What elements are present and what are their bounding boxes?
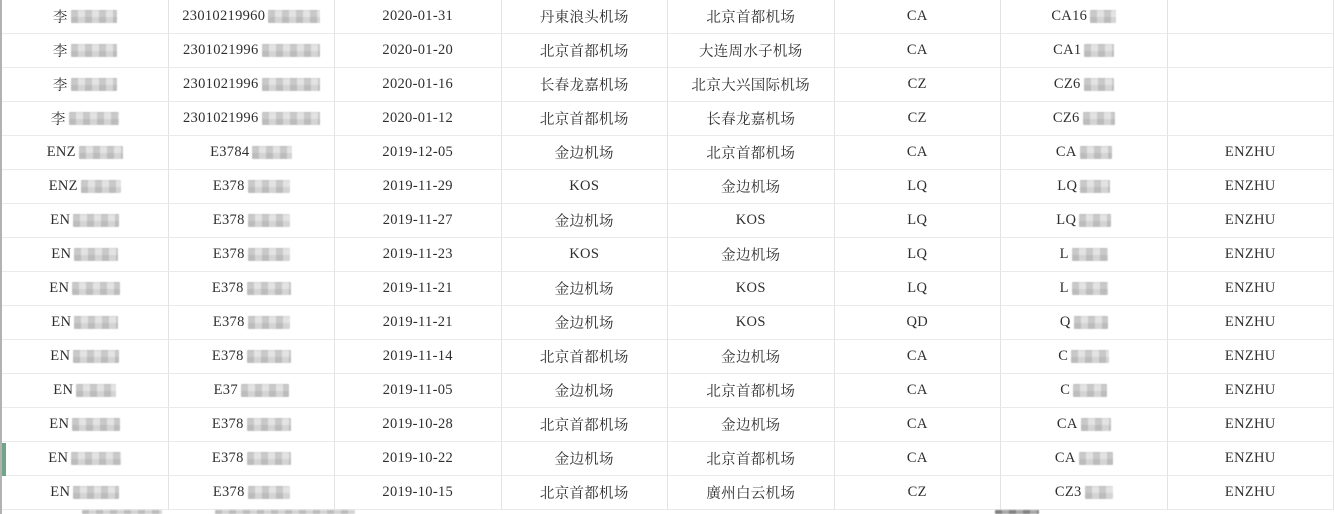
cell-text: KOS	[735, 314, 766, 330]
cell-arrival-airport[interactable]	[668, 102, 835, 136]
redaction-blur	[1084, 78, 1114, 91]
cell-flight-number[interactable]	[1001, 68, 1168, 102]
cell-text: EN	[51, 314, 72, 330]
cell-text: 2020-01-20	[382, 42, 454, 58]
cell-flight-number[interactable]	[1001, 306, 1168, 340]
cell-id-number[interactable]	[169, 272, 336, 306]
cell-text: 北京首都机场	[706, 384, 796, 400]
cell-date[interactable]	[335, 34, 502, 68]
redaction-blur	[1085, 486, 1113, 499]
redaction-blur	[268, 10, 320, 23]
cell-text: E378	[211, 416, 244, 432]
redaction-blur	[247, 452, 291, 465]
redaction-blur	[1090, 10, 1116, 23]
cell-text: 2019-10-28	[382, 416, 454, 432]
redaction-blur	[1080, 146, 1112, 159]
cell-text: E37	[213, 382, 238, 398]
cell-text: E378	[211, 280, 244, 296]
cell-text: C	[1058, 348, 1069, 364]
cell-text: 北京首都机场	[706, 146, 796, 162]
cell-name[interactable]	[2, 170, 169, 204]
redaction-blur	[1074, 316, 1108, 329]
cell-text: ENZ	[46, 144, 76, 160]
cell-text: 23010219960	[182, 8, 266, 24]
cell-text: 2020-01-12	[382, 110, 454, 126]
redaction-blur	[74, 316, 118, 329]
cell-text: ENZHU	[1224, 212, 1276, 228]
cell-text: 廣州白云机场	[706, 486, 796, 502]
redaction-blur	[1079, 452, 1113, 465]
cell-id-number[interactable]	[169, 306, 336, 340]
cell-airline-code[interactable]	[835, 102, 1002, 136]
cell-text: CA	[1056, 416, 1078, 432]
redaction-blur	[262, 112, 320, 125]
cell-arrival-airport[interactable]	[668, 442, 835, 476]
redaction-blur	[247, 350, 291, 363]
cell-english-name[interactable]	[1168, 374, 1334, 408]
cell-text: ENZHU	[1224, 348, 1276, 364]
cell-departure-airport[interactable]	[502, 408, 669, 442]
cell-text: 李	[50, 112, 66, 128]
cell-name[interactable]	[2, 306, 169, 340]
cell-departure-airport[interactable]	[502, 68, 669, 102]
cell-text: ENZHU	[1224, 246, 1276, 262]
cell-flight-number[interactable]	[1001, 374, 1168, 408]
cell-id-number[interactable]	[169, 170, 336, 204]
cell-name[interactable]	[2, 204, 169, 238]
cell-text: CA	[906, 450, 928, 466]
cell-airline-code[interactable]	[835, 272, 1002, 306]
redaction-blur	[74, 248, 118, 261]
cell-date[interactable]	[335, 374, 502, 408]
cell-text: L	[1059, 280, 1069, 296]
cell-departure-airport[interactable]	[502, 272, 669, 306]
cell-id-number[interactable]	[169, 0, 336, 34]
cell-text: 2019-11-29	[382, 178, 453, 194]
cell-date[interactable]	[335, 476, 502, 510]
cell-date[interactable]	[335, 442, 502, 476]
cell-text: EN	[51, 246, 72, 262]
cell-text: CA	[906, 8, 928, 24]
cell-text: 金边机场	[721, 180, 781, 196]
cell-date[interactable]	[335, 170, 502, 204]
cell-text: 北京首都机场	[706, 10, 796, 26]
cell-date[interactable]	[335, 136, 502, 170]
cell-name[interactable]	[2, 136, 169, 170]
cell-text: ENZ	[48, 178, 78, 194]
cell-flight-number[interactable]	[1001, 102, 1168, 136]
cell-departure-airport[interactable]	[502, 476, 669, 510]
cell-text: CA1	[1053, 42, 1082, 58]
cell-text: LQ	[907, 212, 928, 228]
cell-text: 长春龙嘉机场	[539, 78, 629, 94]
cell-english-name[interactable]	[1168, 408, 1334, 442]
cell-text: 李	[52, 10, 68, 26]
cell-departure-airport[interactable]	[502, 170, 669, 204]
cell-airline-code[interactable]	[835, 442, 1002, 476]
cell-airline-code[interactable]	[835, 170, 1002, 204]
cell-text: L	[1059, 246, 1069, 262]
cell-text: CA	[906, 416, 928, 432]
cell-airline-code[interactable]	[835, 306, 1002, 340]
cell-arrival-airport[interactable]	[668, 68, 835, 102]
cell-id-number[interactable]	[169, 476, 336, 510]
redaction-blur	[79, 146, 123, 159]
cell-text: 2019-11-23	[382, 246, 453, 262]
cell-text: E378	[212, 246, 245, 262]
cell-text: KOS	[735, 212, 766, 228]
cell-departure-airport[interactable]	[502, 136, 669, 170]
flight-table	[2, 0, 1334, 510]
cell-flight-number[interactable]	[1001, 340, 1168, 374]
cell-text: 2020-01-16	[382, 76, 454, 92]
cell-english-name[interactable]	[1168, 306, 1334, 340]
cell-name[interactable]	[2, 238, 169, 272]
cell-departure-airport[interactable]	[502, 34, 669, 68]
redaction-blur	[1072, 282, 1108, 295]
redaction-blur	[82, 510, 162, 514]
cell-airline-code[interactable]	[835, 374, 1002, 408]
cell-text: QD	[906, 314, 929, 330]
cell-date[interactable]	[335, 340, 502, 374]
cell-arrival-airport[interactable]	[668, 408, 835, 442]
cell-id-number[interactable]	[169, 34, 336, 68]
cell-name[interactable]	[2, 34, 169, 68]
cell-name[interactable]	[2, 340, 169, 374]
redaction-blur	[248, 486, 290, 499]
cell-arrival-airport[interactable]	[668, 272, 835, 306]
cell-text: 金边机场	[721, 248, 781, 264]
cell-text: 2020-01-31	[382, 8, 454, 24]
cell-text: EN	[49, 280, 70, 296]
cell-english-name[interactable]	[1168, 476, 1334, 510]
cell-arrival-airport[interactable]	[668, 374, 835, 408]
cell-arrival-airport[interactable]	[668, 0, 835, 34]
cell-arrival-airport[interactable]	[668, 340, 835, 374]
cell-departure-airport[interactable]	[502, 102, 669, 136]
cell-text: 北京首都机场	[539, 112, 629, 128]
cell-text: 2019-11-21	[382, 280, 453, 296]
cell-text: EN	[53, 382, 74, 398]
cell-airline-code[interactable]	[835, 476, 1002, 510]
redaction-blur	[247, 282, 291, 295]
cell-english-name[interactable]	[1168, 34, 1334, 68]
cell-departure-airport[interactable]	[502, 306, 669, 340]
cell-name[interactable]	[2, 408, 169, 442]
cell-airline-code[interactable]	[835, 408, 1002, 442]
cell-text: LQ	[907, 280, 928, 296]
cell-id-number[interactable]	[169, 442, 336, 476]
selected-row-marker	[2, 443, 6, 476]
cell-text: E378	[211, 348, 244, 364]
cell-id-number[interactable]	[169, 136, 336, 170]
cell-name[interactable]	[2, 102, 169, 136]
cell-text: 2019-10-22	[382, 450, 454, 466]
cell-date[interactable]	[335, 102, 502, 136]
cell-text: 北京首都机场	[706, 452, 796, 468]
redaction-blur	[71, 452, 121, 465]
cell-text: CA	[1055, 144, 1077, 160]
cell-text: 2019-10-15	[382, 484, 454, 500]
cell-date[interactable]	[335, 238, 502, 272]
cell-name[interactable]	[2, 374, 169, 408]
redaction-blur	[995, 510, 1039, 514]
cell-airline-code[interactable]	[835, 238, 1002, 272]
cell-text: 北京大兴国际机场	[691, 78, 810, 94]
cell-departure-airport[interactable]	[502, 238, 669, 272]
cell-text: 金边机场	[721, 350, 781, 366]
cell-text: CZ6	[1052, 110, 1080, 126]
cell-text: Q	[1059, 314, 1071, 330]
redaction-blur	[81, 180, 121, 193]
redaction-blur	[248, 316, 290, 329]
cell-text: 金边机场	[554, 146, 614, 162]
cell-departure-airport[interactable]	[502, 0, 669, 34]
cell-text: 金边机场	[554, 384, 614, 400]
cell-english-name[interactable]	[1168, 170, 1334, 204]
redaction-blur	[1072, 248, 1108, 261]
cell-english-name[interactable]	[1168, 102, 1334, 136]
cell-departure-airport[interactable]	[502, 204, 669, 238]
cell-text: 北京首都机场	[539, 418, 629, 434]
cell-text: 2019-12-05	[382, 144, 454, 160]
cell-arrival-airport[interactable]	[668, 306, 835, 340]
cell-text: CA	[906, 42, 928, 58]
cell-arrival-airport[interactable]	[668, 34, 835, 68]
cell-text: 丹東浪头机场	[539, 10, 629, 26]
cell-arrival-airport[interactable]	[668, 170, 835, 204]
cell-text: E378	[212, 178, 245, 194]
cell-english-name[interactable]	[1168, 136, 1334, 170]
cell-text: 大连周水子机场	[698, 44, 803, 60]
redaction-blur	[1071, 350, 1109, 363]
cell-english-name[interactable]	[1168, 204, 1334, 238]
cell-text: CZ	[907, 76, 927, 92]
cell-flight-number[interactable]	[1001, 34, 1168, 68]
cell-text: ENZHU	[1224, 484, 1276, 500]
cell-text: 北京首都机场	[539, 350, 629, 366]
cell-flight-number[interactable]	[1001, 408, 1168, 442]
cell-text: ENZHU	[1224, 144, 1276, 160]
redaction-blur	[1083, 112, 1115, 125]
cell-id-number[interactable]	[169, 408, 336, 442]
redaction-blur	[262, 44, 320, 57]
cell-text: 金边机场	[554, 282, 614, 298]
redaction-blur	[73, 350, 119, 363]
cell-text: ENZHU	[1224, 314, 1276, 330]
cell-text: 2019-11-27	[382, 212, 453, 228]
cell-text: 北京首都机场	[539, 486, 629, 502]
cell-airline-code[interactable]	[835, 136, 1002, 170]
cell-date[interactable]	[335, 0, 502, 34]
cell-text: EN	[50, 212, 71, 228]
cell-text: CA	[1054, 450, 1076, 466]
cell-id-number[interactable]	[169, 102, 336, 136]
cell-text: CA16	[1051, 8, 1088, 24]
cell-text: 金边机场	[554, 214, 614, 230]
cell-name[interactable]	[2, 68, 169, 102]
cell-text: CA	[906, 382, 928, 398]
cell-text: KOS	[569, 178, 600, 194]
cell-flight-number[interactable]	[1001, 204, 1168, 238]
redaction-blur	[248, 248, 290, 261]
cell-text: CZ	[907, 110, 927, 126]
cell-english-name[interactable]	[1168, 442, 1334, 476]
cell-english-name[interactable]	[1168, 238, 1334, 272]
cell-english-name[interactable]	[1168, 68, 1334, 102]
cell-text: KOS	[569, 246, 600, 262]
cell-text: LQ	[1057, 178, 1078, 194]
cell-id-number[interactable]	[169, 238, 336, 272]
cell-text: EN	[49, 416, 70, 432]
cell-text: 李	[52, 44, 68, 60]
cell-flight-number[interactable]	[1001, 0, 1168, 34]
cell-text: ENZHU	[1224, 416, 1276, 432]
cell-text: 2301021996	[183, 42, 259, 58]
cell-departure-airport[interactable]	[502, 374, 669, 408]
cell-arrival-airport[interactable]	[668, 238, 835, 272]
cell-date[interactable]	[335, 68, 502, 102]
cell-text: 2019-11-05	[382, 382, 453, 398]
cell-english-name[interactable]	[1168, 0, 1334, 34]
cell-date[interactable]	[335, 306, 502, 340]
redaction-blur	[241, 384, 289, 397]
redaction-blur	[71, 44, 117, 57]
cell-text: ENZHU	[1224, 178, 1276, 194]
cell-english-name[interactable]	[1168, 340, 1334, 374]
cell-text: CA	[906, 348, 928, 364]
cell-text: LQ	[907, 178, 928, 194]
cell-text: CZ3	[1054, 484, 1082, 500]
redaction-blur	[1084, 44, 1114, 57]
cell-departure-airport[interactable]	[502, 340, 669, 374]
cell-text: 金边机场	[554, 316, 614, 332]
cell-text: EN	[50, 348, 71, 364]
cell-text: 长春龙嘉机场	[706, 112, 796, 128]
redaction-blur	[248, 180, 290, 193]
cell-name[interactable]	[2, 442, 169, 476]
cell-text: 2301021996	[183, 110, 259, 126]
redaction-blur	[71, 10, 117, 23]
cell-text: EN	[48, 450, 69, 466]
cell-text: E378	[212, 212, 245, 228]
cell-id-number[interactable]	[169, 68, 336, 102]
cell-text: KOS	[735, 280, 766, 296]
redaction-blur	[262, 78, 320, 91]
cell-id-number[interactable]	[169, 340, 336, 374]
cell-text: CA	[906, 144, 928, 160]
cell-text: ENZHU	[1224, 450, 1276, 466]
redaction-blur	[73, 214, 119, 227]
redaction-blur	[72, 418, 120, 431]
cell-id-number[interactable]	[169, 204, 336, 238]
redaction-blur	[73, 486, 119, 499]
redaction-blur	[215, 510, 355, 514]
cell-departure-airport[interactable]	[502, 442, 669, 476]
cell-id-number[interactable]	[169, 374, 336, 408]
redaction-blur	[1081, 418, 1111, 431]
cell-text: C	[1060, 382, 1071, 398]
redaction-blur	[69, 112, 119, 125]
cell-text: E378	[211, 450, 244, 466]
cell-text: 金边机场	[721, 418, 781, 434]
redaction-blur	[76, 384, 116, 397]
redaction-blur	[1079, 214, 1111, 227]
redaction-blur	[247, 418, 291, 431]
cell-flight-number[interactable]	[1001, 272, 1168, 306]
redaction-blur	[71, 78, 117, 91]
redaction-blur	[1080, 180, 1110, 193]
cell-text: 2301021996	[183, 76, 259, 92]
redaction-blur	[248, 214, 290, 227]
redaction-blur	[252, 146, 292, 159]
cell-arrival-airport[interactable]	[668, 204, 835, 238]
cell-text: EN	[50, 484, 71, 500]
cell-flight-number[interactable]	[1001, 170, 1168, 204]
cell-airline-code[interactable]	[835, 0, 1002, 34]
cell-text: 2019-11-21	[382, 314, 453, 330]
cell-airline-code[interactable]	[835, 204, 1002, 238]
cell-text: LQ	[1056, 212, 1077, 228]
cell-date[interactable]	[335, 272, 502, 306]
cell-text: CZ6	[1053, 76, 1081, 92]
cell-date[interactable]	[335, 204, 502, 238]
cell-text: ENZHU	[1224, 280, 1276, 296]
cell-name[interactable]	[2, 476, 169, 510]
cell-arrival-airport[interactable]	[668, 476, 835, 510]
cell-text: 北京首都机场	[539, 44, 629, 60]
cell-english-name[interactable]	[1168, 272, 1334, 306]
cell-text: E378	[212, 314, 245, 330]
cell-arrival-airport[interactable]	[668, 136, 835, 170]
cell-text: E378	[212, 484, 245, 500]
cell-name[interactable]	[2, 0, 169, 34]
cell-flight-number[interactable]	[1001, 238, 1168, 272]
cell-text: 李	[52, 78, 68, 94]
cell-text: 金边机场	[554, 452, 614, 468]
redaction-blur	[1073, 384, 1107, 397]
redaction-blur	[72, 282, 120, 295]
cell-text: E3784	[210, 144, 250, 160]
cell-airline-code[interactable]	[835, 34, 1002, 68]
cell-flight-number[interactable]	[1001, 136, 1168, 170]
cell-text: CZ	[907, 484, 927, 500]
cell-flight-number[interactable]	[1001, 442, 1168, 476]
cell-airline-code[interactable]	[835, 340, 1002, 374]
cell-text: 2019-11-14	[382, 348, 453, 364]
cell-flight-number[interactable]	[1001, 476, 1168, 510]
cell-text: LQ	[907, 246, 928, 262]
cell-airline-code[interactable]	[835, 68, 1002, 102]
cell-name[interactable]	[2, 272, 169, 306]
cell-date[interactable]	[335, 408, 502, 442]
cell-text: ENZHU	[1224, 382, 1276, 398]
